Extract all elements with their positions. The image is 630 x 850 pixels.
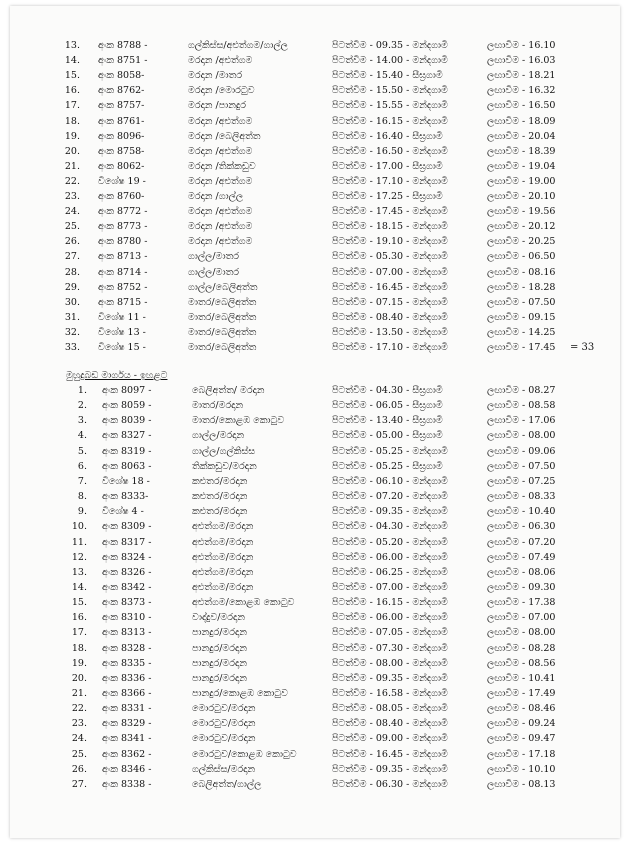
route-name: මරදාන /අළුත්ගම [188, 221, 253, 233]
train-number: අංක 8336 - [102, 672, 152, 684]
table-row [10, 53, 610, 68]
row-number: 17. [64, 100, 80, 112]
arrival-time: ලඟාවීම - 08.56 [487, 657, 556, 669]
departure-time: පිටත්වීම - 16.40 - සීඝ්‍රගාමී [332, 130, 443, 142]
train-number: අංක 8773 - [98, 221, 148, 233]
departure-time: පිටත්වීම - 16.45 - මන්දගාමී [332, 748, 448, 760]
departure-time: පිටත්වීම - 16.45 - මන්දගාමී [332, 281, 448, 293]
arrival-time: ලඟාවීම - 16.03 [487, 55, 556, 67]
route-name: අළුත්ගම/මරදාන [192, 566, 254, 578]
row-number: 21. [71, 688, 87, 699]
table-row [10, 295, 610, 310]
route-name: පානදුර/මරදාන [192, 642, 247, 654]
route-name: පානදුර/කොළඹ කොටුව [192, 688, 289, 699]
train-number: අංක 8366 - [102, 688, 152, 699]
departure-time: පිටත්වීම - 14.00 - මන්දගාමී [332, 55, 448, 67]
train-number: අංක 8039 - [102, 415, 152, 427]
table-row [10, 219, 610, 234]
table-row [10, 656, 610, 671]
row-number: 24. [64, 206, 80, 218]
departure-time: පිටත්වීම - 16.15 - මන්දගාමී [332, 597, 448, 609]
route-name: මරදාන /අළුත්ගම [188, 55, 253, 67]
table-row [10, 38, 610, 53]
train-number: අංක 8329 - [102, 718, 152, 730]
row-number: 15. [64, 70, 80, 82]
arrival-time: ලඟාවීම - 19.56 [487, 206, 556, 218]
train-number: අංක 8324 - [102, 551, 152, 563]
departure-time: පිටත්වීම - 09.35 - මන්දගාමී [332, 763, 448, 775]
section-total: = 33 [570, 342, 595, 353]
route-name: අළුත්ගම/මරදාන [192, 536, 254, 548]
departure-time: පිටත්වීම - 13.40 - සීඝ්‍රගාමී [332, 415, 443, 427]
arrival-time: ලඟාවීම - 09.30 [487, 581, 556, 593]
table-row [10, 144, 610, 159]
arrival-time: ලඟාවීම - 08.00 [487, 627, 556, 639]
departure-time: පිටත්වීම - 17.25 - සීඝ්‍රගාමී [332, 191, 443, 202]
train-number: අංක 8058- [98, 70, 145, 82]
table-row [10, 459, 610, 474]
row-number: 16. [71, 612, 87, 624]
train-number: අංක 8059 - [102, 400, 152, 412]
train-number: අංක 8751 - [98, 55, 148, 67]
train-number: අංක 8062- [98, 160, 145, 172]
row-number: 19. [64, 130, 80, 142]
train-number: විශේෂ 15 - [98, 342, 146, 353]
table-row [10, 777, 610, 792]
departure-time: පිටත්වීම - 06.30 - මන්දගාමී [332, 778, 448, 790]
table-row [10, 504, 610, 519]
row-number: 18. [71, 642, 87, 654]
departure-time: පිටත්වීම - 08.00 - මන්දගාමී [332, 657, 448, 669]
departure-time: පිටත්වීම - 05.30 - මන්දගාමී [332, 251, 448, 263]
train-number: අංක 8327 - [102, 430, 152, 442]
train-number: අංක 8310 - [102, 612, 152, 624]
arrival-time: ලඟාවීම - 08.58 [487, 400, 556, 412]
train-number: අංක 8761- [98, 115, 145, 127]
arrival-time: ලඟාවීම - 16.32 [487, 85, 556, 97]
row-number: 8. [77, 491, 87, 503]
route-name: ගාල්ල/මාතර [188, 266, 240, 278]
train-number: අංක 8341 - [102, 733, 152, 745]
table-row [10, 83, 610, 98]
row-number: 23. [64, 191, 80, 202]
row-number: 26. [64, 236, 80, 248]
train-number: අංක 8331 - [102, 703, 152, 715]
row-number: 10. [71, 521, 87, 533]
departure-time: පිටත්වීම - 06.25 - මන්දගාමී [332, 566, 448, 578]
route-name: පානදුර/මරදාන [192, 657, 247, 669]
route-name: බෙලිඅත්ත/ මරදාන [192, 385, 265, 396]
row-number: 17. [71, 627, 87, 639]
departure-time: පිටත්වීම - 09.00 - මන්දගාමී [332, 733, 448, 745]
route-name: ගාල්ල/මරදාන [192, 430, 245, 442]
row-number: 25. [71, 748, 87, 760]
departure-time: පිටත්වීම - 07.05 - මන්දගාමී [332, 627, 448, 639]
train-number: අංක 8715 - [98, 296, 148, 308]
arrival-time: ලඟාවීම - 08.16 [487, 266, 556, 278]
departure-time: පිටත්වීම - 09.35 - මන්දගාමී [332, 40, 448, 51]
table-row [10, 413, 610, 428]
departure-time: පිටත්වීම - 07.00 - මන්දගාමී [332, 266, 448, 278]
arrival-time: ලඟාවීම - 07.49 [487, 551, 556, 563]
document-page [10, 6, 620, 838]
row-number: 12. [71, 551, 87, 563]
train-number: අංක 8333- [102, 491, 149, 503]
arrival-time: ලඟාවීම - 07.20 [487, 536, 556, 548]
arrival-time: ලඟාවීම - 09.15 [487, 311, 556, 323]
train-number: අංක 8063 - [102, 460, 152, 472]
route-name: මරදාන /මොරටුව [188, 85, 255, 97]
departure-time: පිටත්වීම - 15.40 - සීඝ්‍රගාමී [332, 70, 443, 82]
departure-time: පිටත්වීම - 06.05 - සීඝ්‍රගාමී [332, 400, 443, 412]
arrival-time: ලඟාවීම - 19.04 [487, 160, 556, 172]
route-name: මාතර/බෙලිඅත්ත [188, 311, 257, 323]
departure-time: පිටත්වීම - 16.50 - මන්දගාමී [332, 145, 448, 157]
table-row [10, 325, 610, 340]
departure-time: පිටත්වීම - 04.30 - සීඝ්‍රගාමී [332, 385, 443, 396]
route-name: කළුතර/මරදාන [192, 506, 248, 518]
arrival-time: ලඟාවීම - 09.06 [487, 445, 556, 457]
arrival-time: ලඟාවීම - 06.50 [487, 251, 556, 263]
table-row [10, 129, 610, 144]
table-row [10, 610, 610, 625]
table-row [10, 641, 610, 656]
route-name: මරදාන /අළුත්ගම [188, 206, 253, 218]
arrival-time: ලඟාවීම - 06.30 [487, 521, 556, 533]
arrival-time: ලඟාවීම - 20.10 [487, 191, 556, 202]
table-row [10, 747, 610, 762]
route-name: මරදාන /අළුත්ගම [188, 145, 253, 157]
route-name: ගාල්ල/බෙලිඅත්ත [188, 281, 258, 293]
route-name: පානදුර/මරදාන [192, 627, 247, 639]
table-row [10, 159, 610, 174]
row-number: 33. [64, 342, 80, 353]
route-name: මරදාන /ගාල්ල [188, 191, 244, 202]
row-number: 5. [77, 445, 87, 457]
route-name: අළුත්ගම/මරදාන [192, 521, 254, 533]
row-number: 9. [77, 506, 87, 518]
route-name: මරදාන /මාතර [188, 70, 243, 82]
arrival-time: ලඟාවීම - 07.50 [487, 460, 556, 472]
arrival-time: ලඟාවීම - 07.25 [487, 475, 556, 487]
arrival-time: ලඟාවීම - 08.27 [487, 385, 556, 396]
train-number: අංක 8342 - [102, 581, 152, 593]
departure-time: පිටත්වීම - 06.10 - මන්දගාමී [332, 475, 448, 487]
departure-time: පිටත්වීම - 07.15 - මන්දගාමී [332, 296, 448, 308]
departure-time: පිටත්වීම - 07.00 - මන්දගාමී [332, 581, 448, 593]
row-number: 11. [71, 536, 87, 548]
departure-time: පිටත්වීම - 17.10 - මන්දගාමී [332, 342, 448, 353]
train-number: අංක 8346 - [102, 763, 152, 775]
section-heading-coastal-up: මුහුදුබඩ මාර්ගය - ඉහළට [66, 370, 168, 381]
route-name: මාතර/බෙලිඅත්ත [188, 342, 257, 353]
departure-time: පිටත්වීම - 09.35 - මන්දගාමී [332, 506, 448, 518]
train-number: අංක 8328 - [102, 642, 152, 654]
route-name: කළුතර/මරදාන [192, 475, 248, 487]
train-number: අංක 8362 - [102, 748, 152, 760]
row-number: 20. [64, 145, 80, 157]
route-name: අළුත්ගම/කොළඹ කොටුව [192, 597, 295, 609]
train-number: අංක 8096- [98, 130, 145, 142]
train-number: අංක 8326 - [102, 566, 152, 578]
departure-time: පිටත්වීම - 13.50 - මන්දගාමී [332, 326, 448, 338]
route-name: අළුත්ගම/මරදාන [192, 581, 254, 593]
arrival-time: ලඟාවීම - 07.00 [487, 612, 556, 624]
table-row [10, 383, 610, 398]
train-number: අංක 8319 - [102, 445, 152, 457]
row-number: 14. [71, 581, 87, 593]
row-number: 32. [64, 326, 80, 338]
arrival-time: ලඟාවීම - 17.18 [487, 748, 556, 760]
arrival-time: ලඟාවීම - 08.33 [487, 491, 556, 503]
table-row [10, 310, 610, 325]
route-name: කළුතර/මරදාන [192, 491, 248, 503]
row-number: 6. [77, 460, 87, 472]
table-row [10, 204, 610, 219]
departure-time: පිටත්වීම - 07.30 - මන්දගාමී [332, 642, 448, 654]
train-number: විශේෂ 11 - [98, 311, 146, 323]
departure-time: පිටත්වීම - 19.10 - මන්දගාමී [332, 236, 448, 248]
departure-time: පිටත්වීම - 08.40 - මන්දගාමී [332, 311, 448, 323]
arrival-time: ලඟාවීම - 08.13 [487, 778, 556, 790]
train-number: විශේෂ 18 - [102, 475, 150, 487]
table-row [10, 189, 610, 204]
table-row [10, 114, 610, 129]
arrival-time: ලඟාවීම - 18.21 [487, 70, 556, 82]
route-name: මරදාන /අළුත්ගම [188, 236, 253, 248]
train-number: අංක 8780 - [98, 236, 148, 248]
train-number: අංක 8788 - [98, 40, 148, 51]
arrival-time: ලඟාවීම - 09.24 [487, 718, 556, 730]
table-row [10, 595, 610, 610]
departure-time: පිටත්වීම - 04.30 - මන්දගාමී [332, 521, 448, 533]
row-number: 19. [71, 657, 87, 669]
route-name: මාතර/බෙලිඅත්ත [188, 296, 257, 308]
table-row [10, 565, 610, 580]
train-number: අංක 8760- [98, 191, 145, 202]
train-number: අංක 8317 - [102, 536, 152, 548]
row-number: 18. [64, 115, 80, 127]
departure-time: පිටත්වීම - 17.10 - මන්දගාමී [332, 175, 448, 187]
row-number: 28. [64, 266, 80, 278]
row-number: 14. [64, 55, 80, 67]
train-number: අංක 8762- [98, 85, 145, 97]
departure-time: පිටත්වීම - 05.25 - සීඝ්‍රගාමී [332, 460, 443, 472]
arrival-time: ලඟාවීම - 20.12 [487, 221, 556, 233]
row-number: 16. [64, 85, 80, 97]
departure-time: පිටත්වීම - 17.45 - මන්දගාමී [332, 206, 448, 218]
arrival-time: ලඟාවීම - 10.10 [487, 763, 556, 775]
table-row [10, 686, 610, 701]
route-name: මොරටුව/මරදාන [192, 733, 256, 745]
row-number: 27. [64, 251, 80, 263]
row-number: 2. [77, 400, 87, 412]
departure-time: පිටත්වීම - 15.50 - මන්දගාමී [332, 85, 448, 97]
table-row [10, 731, 610, 746]
arrival-time: ලඟාවීම - 09.47 [487, 733, 556, 745]
arrival-time: ලඟාවීම - 17.45 [487, 342, 556, 353]
row-number: 7. [77, 475, 87, 487]
route-name: බෙලිඅත්ත/ගාල්ල [192, 778, 262, 790]
arrival-time: ලඟාවීම - 08.28 [487, 642, 556, 654]
table-row [10, 489, 610, 504]
table-row [10, 535, 610, 550]
train-number: අංක 8752 - [98, 281, 148, 293]
route-name: මාතර/බෙලිඅත්ත [188, 326, 257, 338]
arrival-time: ලඟාවීම - 20.04 [487, 130, 556, 142]
arrival-time: ලඟාවීම - 08.06 [487, 566, 556, 578]
arrival-time: ලඟාවීම - 16.50 [487, 100, 556, 112]
train-number: අංක 8097 - [102, 385, 152, 396]
route-name: පානදුර/මරදාන [192, 672, 247, 684]
row-number: 21. [64, 160, 80, 172]
arrival-time: ලඟාවීම - 19.00 [487, 175, 556, 187]
departure-time: පිටත්වීම - 15.55 - මන්දගාමී [332, 100, 448, 112]
arrival-time: ලඟාවීම - 10.41 [487, 672, 556, 684]
row-number: 3. [77, 415, 87, 427]
row-number: 20. [71, 672, 87, 684]
arrival-time: ලඟාවීම - 18.09 [487, 115, 556, 127]
route-name: වාද්දුව/මරදාන [192, 612, 245, 624]
departure-time: පිටත්වීම - 17.00 - සීඝ්‍රගාමී [332, 160, 443, 172]
table-row [10, 671, 610, 686]
departure-time: පිටත්වීම - 06.00 - මන්දගාමී [332, 551, 448, 563]
train-number: අංක 8309 - [102, 521, 152, 533]
train-number: අංක 8714 - [98, 266, 148, 278]
row-number: 4. [77, 430, 87, 442]
route-name: මරදාන /අළුත්ගම [188, 115, 253, 127]
table-row [10, 444, 610, 459]
departure-time: පිටත්වීම - 08.05 - මන්දගාමී [332, 703, 448, 715]
arrival-time: ලඟාවීම - 17.49 [487, 688, 556, 699]
arrival-time: ලඟාවීම - 17.38 [487, 597, 556, 609]
train-number: අංක 8713 - [98, 251, 148, 263]
train-number: අංක 8772 - [98, 206, 148, 218]
arrival-time: ලඟාවීම - 20.25 [487, 236, 556, 248]
train-number: අංක 8373 - [102, 597, 152, 609]
route-name: මොරටුව/කොළඹ කොටුව [192, 748, 297, 760]
table-row [10, 550, 610, 565]
row-number: 22. [71, 703, 87, 715]
arrival-time: ලඟාවීම - 08.46 [487, 703, 556, 715]
train-number: අංක 8758- [98, 145, 145, 157]
departure-time: පිටත්වීම - 05.00 - සීඝ්‍රගාමී [332, 430, 443, 442]
departure-time: පිටත්වීම - 18.15 - මන්දගාමී [332, 221, 448, 233]
table-row [10, 474, 610, 489]
row-number: 1. [77, 385, 87, 396]
arrival-time: ලඟාවීම - 14.25 [487, 326, 556, 338]
departure-time: පිටත්වීම - 07.20 - මන්දගාමී [332, 491, 448, 503]
route-name: මරදාන /බෙලිඅත්ත [188, 130, 261, 142]
row-number: 24. [71, 733, 87, 745]
route-name: තික්කඩුව/මරදාන [192, 460, 257, 472]
table-row [10, 68, 610, 83]
route-name: මොරටුව/මරදාන [192, 703, 256, 715]
table-row [10, 762, 610, 777]
row-number: 22. [64, 175, 80, 187]
row-number: 27. [71, 778, 87, 790]
train-number: අංක 8335 - [102, 657, 152, 669]
arrival-time: ලඟාවීම - 08.00 [487, 430, 556, 442]
arrival-time: ලඟාවීම - 07.50 [487, 296, 556, 308]
train-number: අංක 8313 - [102, 627, 152, 639]
table-row [10, 98, 610, 113]
table-row [10, 265, 610, 280]
train-number: අංක 8338 - [102, 778, 152, 790]
row-number: 26. [71, 763, 87, 775]
route-name: ගාල්ල/ගල්කිස්ස [192, 445, 256, 457]
departure-time: පිටත්වීම - 09.35 - මන්දගාමී [332, 672, 448, 684]
arrival-time: ලඟාවීම - 18.28 [487, 281, 556, 293]
row-number: 15. [71, 597, 87, 609]
departure-time: පිටත්වීම - 06.00 - මන්දගාමී [332, 612, 448, 624]
table-row [10, 519, 610, 534]
arrival-time: ලඟාවීම - 16.10 [487, 40, 556, 51]
route-name: අළුත්ගම/මරදාන [192, 551, 254, 563]
table-row [10, 580, 610, 595]
row-number: 23. [71, 718, 87, 730]
table-row [10, 280, 610, 295]
row-number: 13. [71, 566, 87, 578]
route-name: ගාල්ල/මාතර [188, 251, 240, 263]
departure-time: පිටත්වීම - 16.15 - මන්දගාමී [332, 115, 448, 127]
departure-time: පිටත්වීම - 08.40 - මන්දගාමී [332, 718, 448, 730]
arrival-time: ලඟාවීම - 17.06 [487, 415, 556, 427]
table-row [10, 625, 610, 640]
departure-time: පිටත්වීම - 05.25 - මන්දගාමී [332, 445, 448, 457]
route-name: මාතර/කොළඹ කොටුව [192, 415, 285, 427]
train-number: විශේෂ 19 - [98, 175, 146, 187]
table-row [10, 398, 610, 413]
table-row [10, 701, 610, 716]
route-name: මරදාන /පානදුර [188, 100, 246, 112]
arrival-time: ලඟාවීම - 18.39 [487, 145, 556, 157]
route-name: මරදාන /අළුත්ගම [188, 175, 253, 187]
table-row [10, 340, 610, 355]
arrival-time: ලඟාවීම - 10.40 [487, 506, 556, 518]
row-number: 13. [64, 40, 80, 51]
row-number: 30. [64, 296, 80, 308]
route-name: ගල්කිස්ස/අළුත්ගම/ගාල්ල [188, 40, 288, 51]
row-number: 29. [64, 281, 80, 293]
table-row [10, 428, 610, 443]
train-number: විශේෂ 4 - [102, 506, 144, 518]
departure-time: පිටත්වීම - 05.20 - මන්දගාමී [332, 536, 448, 548]
table-row [10, 249, 610, 264]
route-name: මාතර/මරදාන [192, 400, 244, 412]
train-number: විශේෂ 13 - [98, 326, 146, 338]
train-number: අංක 8757- [98, 100, 145, 112]
table-row [10, 234, 610, 249]
table-row [10, 716, 610, 731]
route-name: මොරටුව/මරදාන [192, 718, 256, 730]
route-name: මරදාන /තික්කඩුව [188, 160, 256, 172]
row-number: 25. [64, 221, 80, 233]
departure-time: පිටත්වීම - 16.58 - මන්දගාමී [332, 688, 448, 699]
row-number: 31. [64, 311, 80, 323]
route-name: ගල්කිස්ස/මරදාන [192, 763, 256, 775]
table-row [10, 174, 610, 189]
